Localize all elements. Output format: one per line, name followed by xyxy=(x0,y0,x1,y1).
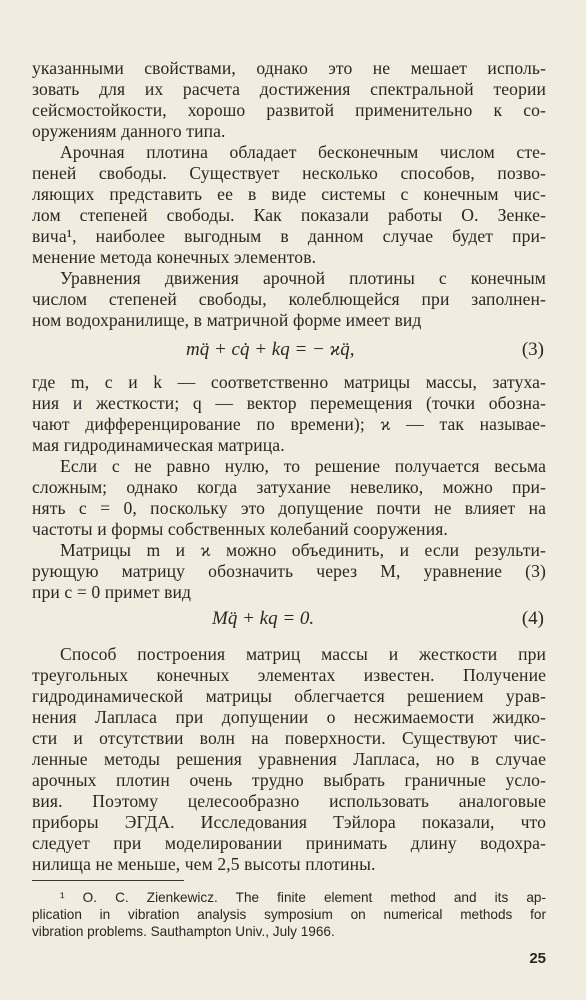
text-line: сти и отсутствии волн на поверхности. Существуют чис- xyxy=(32,728,546,748)
equation-3-number: (3) xyxy=(521,339,544,360)
text-line: числом степеней свободы, колеблющейся при заполнен- xyxy=(32,289,546,309)
text-line: сложным; однако когда затухание невелико, можно при- xyxy=(32,477,546,497)
text-line: ляющих представить ее в виде системы с конечным чис- xyxy=(32,184,546,204)
text-line: Способ построения матриц массы и жесткости при xyxy=(60,644,546,664)
equation-4-number: (4) xyxy=(521,608,544,629)
text-line: ленные методы решения уравнения Лапласа, но в случае xyxy=(32,749,546,769)
text-line: оружениям данного типа. xyxy=(32,121,226,141)
footnote-line: ¹ O. C. Zienkewicz. The finite element method and its ap- xyxy=(60,890,546,905)
text-line: чают дифференцирование по времени); ϰ — так называе- xyxy=(32,414,546,434)
text-line: гидродинамической матрицы облегчается решением урав- xyxy=(32,686,546,706)
page-number: 25 xyxy=(529,950,546,967)
text-line: Уравнения движения арочной плотины с конечным xyxy=(60,268,546,288)
text-line: следует при моделировании принимать длину водохра- xyxy=(32,833,546,853)
text-line: зовать для их расчета достижения спектральной теории xyxy=(32,79,546,99)
text-line: нения Лапласа при допущении о несжимаемости жидко- xyxy=(32,707,546,727)
text-line: где m, c и k — соответственно матрицы массы, затуха- xyxy=(32,372,546,392)
text-line: вича¹, наиболее выгодным в данном случае будет при- xyxy=(32,226,546,246)
footnote-line: plication in vibration analysis symposium on numerical methods for xyxy=(32,907,546,922)
text-line: частоты и формы собственных колебаний сооружения. xyxy=(32,519,448,539)
equation-4: Mq̈ + kq = 0. xyxy=(212,608,315,629)
text-line: арочных плотин очень трудно выбрать граничные усло- xyxy=(32,770,546,790)
text-line: нять c = 0, поскольку это допущение почти не влияет на xyxy=(32,498,546,518)
text-line: при c = 0 примет вид xyxy=(32,582,192,602)
text-line: рующую матрицу обозначить через M, уравнение (3) xyxy=(32,561,546,581)
text-line: ния и жесткости; q — вектор перемещения (точки обозна- xyxy=(32,393,546,413)
text-line: лом степеней свободы. Как показали работы О. Зенке- xyxy=(32,205,546,225)
footnote-line: vibration problems. Sauthampton Univ., July 1966. xyxy=(32,924,335,939)
text-line: ном водохранилище, в матричной форме имеет вид xyxy=(32,310,422,330)
equation-3: mq̈ + cq̇ + kq = − ϰq̈, xyxy=(186,339,355,360)
text-line: нилища не меньше, чем 2,5 высоты плотины. xyxy=(32,854,376,874)
footnote-divider xyxy=(32,880,184,881)
text-line: Если c не равно нулю, то решение получается весьма xyxy=(60,456,546,476)
text-line: указанными свойствами, однако это не мешает исполь- xyxy=(32,58,546,78)
text-line: треугольных конечных элементах известен. Получение xyxy=(32,665,546,685)
text-line: Арочная плотина обладает бесконечным числом сте- xyxy=(60,142,546,162)
text-line: пеней свободы. Существует несколько способов, позво- xyxy=(32,163,546,183)
text-line: менение метода конечных элементов. xyxy=(32,247,317,267)
text-line: мая гидродинамическая матрица. xyxy=(32,435,285,455)
text-line: вия. Поэтому целесообразно использовать аналоговые xyxy=(32,791,546,811)
text-line: приборы ЭГДА. Исследования Тэйлора показали, что xyxy=(32,812,546,832)
text-line: сейсмостойкости, хорошо развитой применительно к со- xyxy=(32,100,546,120)
text-line: Матрицы m и ϰ можно объединить, и если результи- xyxy=(60,540,546,560)
